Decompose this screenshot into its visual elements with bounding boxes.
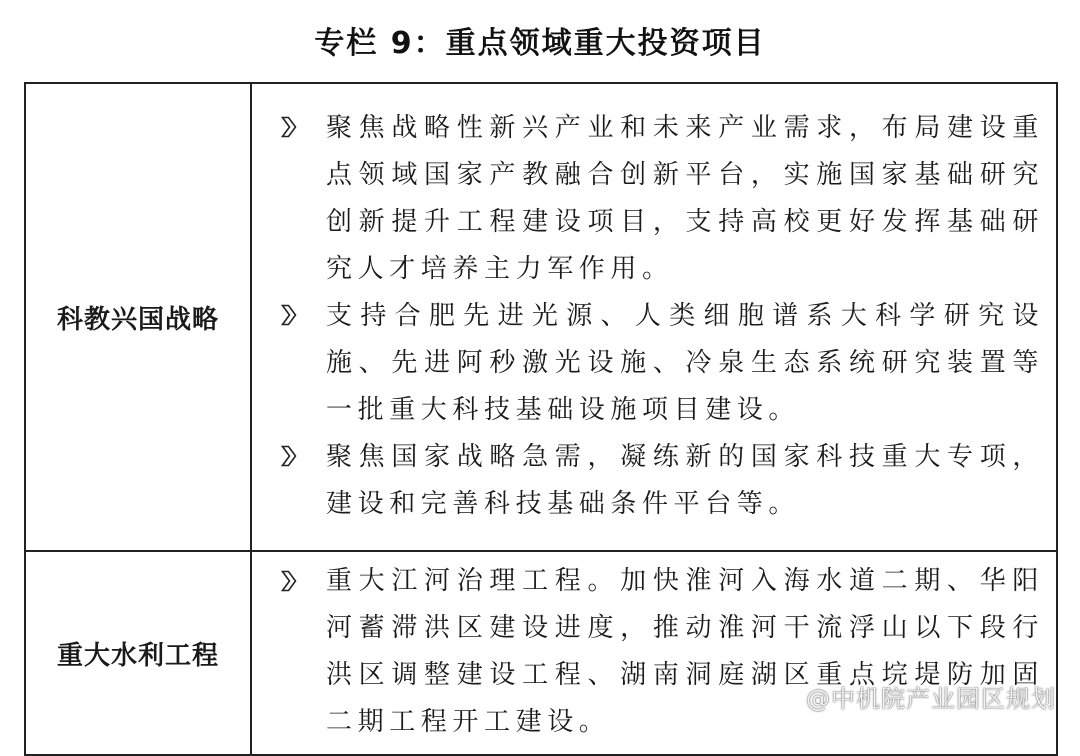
list-item bbox=[252, 293, 1044, 434]
investment-table bbox=[24, 82, 1058, 756]
hollow-arrow-right-icon bbox=[252, 434, 326, 481]
item-text: 聚焦战略性新兴产业和未来产业需求，布局建设重点领域国家产教融合创新平台，实施国家基础研究创新提升工程建设项目，支持高校更好发挥基础研究人才培养主力军作用。 bbox=[326, 112, 1044, 284]
category-cell: 科教兴国战略 bbox=[25, 83, 251, 551]
hollow-arrow-right-icon bbox=[252, 293, 326, 340]
list-item bbox=[252, 434, 1044, 528]
items-cell bbox=[251, 551, 1057, 755]
page-title: 专栏 9：重点领域重大投资项目 bbox=[314, 26, 766, 61]
table-row bbox=[25, 83, 1057, 551]
items-cell bbox=[251, 83, 1057, 551]
watermark: @中机院产业园区规划 bbox=[806, 685, 1056, 713]
list-item bbox=[252, 105, 1044, 293]
list-item bbox=[252, 558, 1044, 746]
hollow-arrow-right-icon bbox=[252, 105, 326, 152]
table-row bbox=[25, 551, 1057, 755]
item-text: 支持合肥先进光源、人类细胞谱系大科学研究设施、先进阿秒激光设施、冷泉生态系统研究装置等一批重大科技基础设施项目建设。 bbox=[326, 300, 1044, 425]
category-cell: 重大水利工程 bbox=[25, 551, 251, 755]
item-text: 重大江河治理工程。加快淮河入海水道二期、华阳河蓄滞洪区建设进度，推动淮河干流浮山以下段行洪区调整建设工程、湖南洞庭湖区重点垸堤防加固二期工程开工建设。 bbox=[326, 566, 1044, 737]
hollow-arrow-right-icon bbox=[252, 558, 326, 605]
item-text: 聚焦国家战略急需，凝练新的国家科技重大专项，建设和完善科技基础条件平台等。 bbox=[326, 441, 1044, 519]
